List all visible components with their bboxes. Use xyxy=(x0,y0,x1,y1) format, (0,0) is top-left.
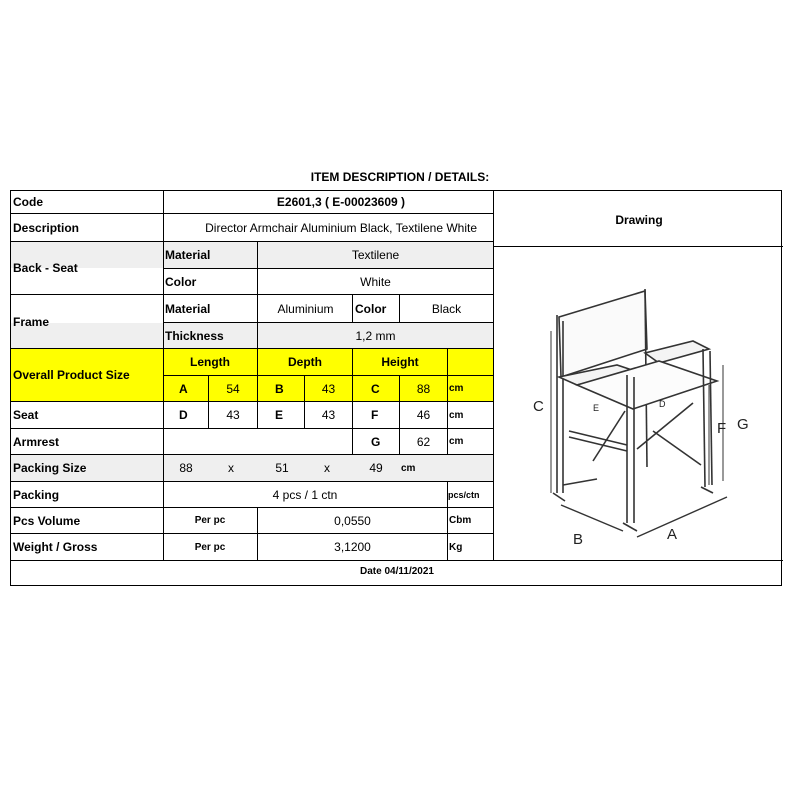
armrest-label: Armrest xyxy=(13,434,60,449)
weight-unit: Kg xyxy=(449,541,463,553)
frame-thickness-row xyxy=(11,323,493,348)
drawing-title: Drawing xyxy=(615,213,663,227)
f-value: 46 xyxy=(416,408,431,422)
spec-sheet xyxy=(10,190,782,586)
b-value: 43 xyxy=(321,381,336,396)
depth-header: Depth xyxy=(288,355,322,369)
description-label: Description xyxy=(13,220,80,235)
packing-value: 4 pcs / 1 ctn xyxy=(272,487,338,502)
back-seat-color-label: Color xyxy=(165,274,197,289)
description-row xyxy=(11,214,493,241)
code-row xyxy=(11,191,493,213)
frame-material-value: Aluminium xyxy=(277,301,334,316)
packing-unit: pcs/ctn xyxy=(448,489,480,500)
packing-size-label: Packing Size xyxy=(13,461,87,475)
packing-size-v1: 88 xyxy=(179,461,193,475)
drawing-letter-d: D xyxy=(659,399,666,409)
b-letter: B xyxy=(275,381,284,396)
pcs-volume-value: 0,0550 xyxy=(334,513,371,528)
weight-label: Weight / Gross xyxy=(13,540,98,554)
packing-row xyxy=(11,482,493,507)
weight-row xyxy=(11,534,493,560)
packing-size-v3: 49 xyxy=(369,461,383,475)
pcs-volume-label: Pcs Volume xyxy=(13,513,81,528)
pcs-volume-per: Per pc xyxy=(194,515,226,526)
height-header: Height xyxy=(381,355,419,369)
a-letter: A xyxy=(179,381,188,396)
seat-row xyxy=(11,402,493,428)
drawing-letter-g: G xyxy=(737,416,749,433)
drawing-letter-a: A xyxy=(667,526,678,543)
packing-size-v2: 51 xyxy=(275,461,289,475)
dim-line-b xyxy=(561,505,623,531)
chair-cross-bar xyxy=(569,431,627,445)
dim-line-a xyxy=(637,497,727,537)
g-letter: G xyxy=(371,434,381,449)
g-value: 62 xyxy=(416,434,431,449)
c-value: 88 xyxy=(416,381,431,396)
chair-drawing xyxy=(497,261,779,551)
back-seat-color-value: White xyxy=(360,274,391,289)
back-seat-label: Back - Seat xyxy=(13,261,78,275)
c-letter: C xyxy=(371,381,380,396)
back-seat-material-row xyxy=(11,242,493,268)
overall-unit: cm xyxy=(449,383,464,394)
pcs-volume-unit: Cbm xyxy=(449,515,472,526)
seat-label: Seat xyxy=(13,408,39,422)
chair-front-leg-right xyxy=(703,349,705,487)
frame-thickness-value: 1,2 mm xyxy=(355,328,396,343)
packing-size-x1: x xyxy=(228,461,234,475)
drawing-letter-c: C xyxy=(533,398,544,415)
chair-armrest-right xyxy=(645,341,709,363)
pcs-volume-row xyxy=(11,508,493,533)
weight-value: 3,1200 xyxy=(334,540,371,554)
chair-backrest xyxy=(559,291,647,377)
page-title: ITEM DESCRIPTION / DETAILS: xyxy=(310,170,490,184)
length-header: Length xyxy=(190,355,230,369)
armrest-unit: cm xyxy=(449,436,464,447)
a-value: 54 xyxy=(226,381,240,396)
d-value: 43 xyxy=(226,408,240,422)
drawing-letter-e: E xyxy=(593,403,600,413)
e-letter: E xyxy=(275,408,284,422)
e-value: 43 xyxy=(321,408,336,422)
seat-unit: cm xyxy=(449,409,464,421)
frame-label: Frame xyxy=(13,314,50,329)
frame-material-label: Material xyxy=(165,301,211,316)
frame-thickness-label: Thickness xyxy=(165,328,224,343)
code-label: Code xyxy=(13,195,43,209)
drawing-letter-b: B xyxy=(573,531,584,548)
description-value: Director Armchair Aluminium Black, Textilene White xyxy=(205,220,477,235)
drawing-letter-f: F xyxy=(717,420,727,437)
code-value: E2601,3 ( E-00023609 ) xyxy=(276,195,405,209)
date-footer: Date 04/11/2021 xyxy=(360,566,434,577)
packing-label: Packing xyxy=(13,487,60,502)
armrest-row xyxy=(11,429,493,454)
back-seat-material-value: Textilene xyxy=(351,248,400,262)
d-letter: D xyxy=(179,408,188,422)
overall-size-label: Overall Product Size xyxy=(13,368,130,382)
weight-per: Per pc xyxy=(194,541,226,553)
packing-size-x2: x xyxy=(324,461,330,475)
back-seat-material-label: Material xyxy=(165,248,211,262)
frame-color-label: Color xyxy=(355,301,387,316)
packing-size-unit: cm xyxy=(401,462,416,474)
f-letter: F xyxy=(371,408,379,422)
frame-color-value: Black xyxy=(431,301,462,316)
frame-material-row xyxy=(11,295,493,322)
packing-size-row xyxy=(11,455,493,481)
back-seat-color-row xyxy=(11,269,493,294)
